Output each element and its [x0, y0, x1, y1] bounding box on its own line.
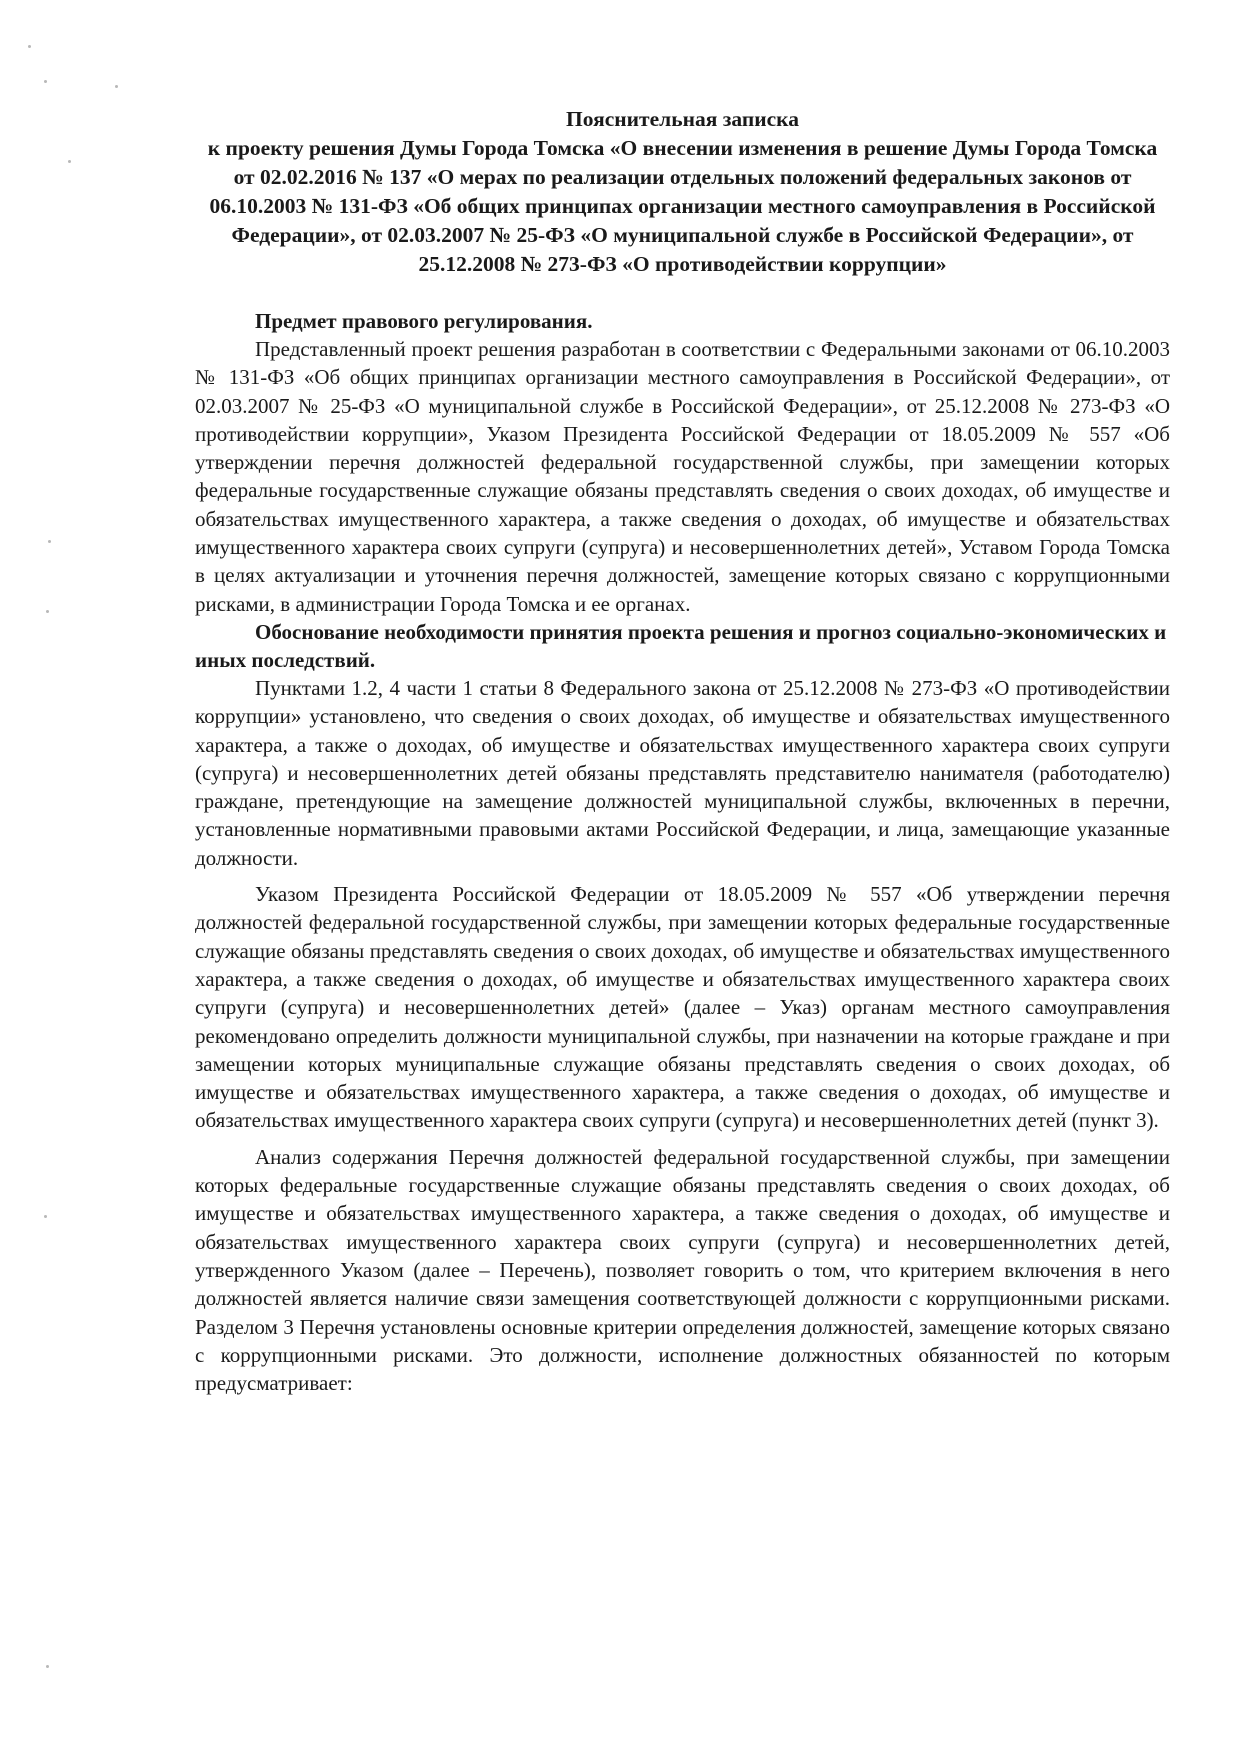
scan-speck: [48, 540, 51, 543]
scan-speck: [28, 45, 31, 48]
scan-speck: [46, 1665, 49, 1668]
scan-speck: [115, 85, 118, 88]
document-subtitle: к проекту решения Думы Города Томска «О внесении изменения в решение Думы Города Томска от 02.02.2016 № 137 «О мерах по реализации отдельных положений федеральных законов от 06.10.2003 № 131-ФЗ «Об общих принципах организации местного самоуправления в Российской Федерации», от 02.03.2007 № 25-ФЗ «О муниципальной службе в Российской Федерации», от 25.12.2008 № 273-ФЗ «О противодействии коррупции»: [207, 136, 1158, 276]
document-page: [195, 105, 1170, 1397]
document-title: Пояснительная записка: [566, 107, 799, 131]
document-title-block: [195, 105, 1170, 279]
scan-speck: [46, 610, 49, 613]
scan-speck: [44, 1215, 47, 1218]
paragraph-justification-1: Пунктами 1.2, 4 части 1 статьи 8 Федерального закона от 25.12.2008 № 273-ФЗ «О противодействии коррупции» установлено, что сведения о своих доходах, об имуществе и обязательствах имущественного характера, а также о доходах, об имуществе и обязательствах имущественного характера своих супруги (супруга) и несовершеннолетних детей обязаны представлять представителю нанимателя (работодателю) граждане, претендующие на замещение должностей муниципальной службы, включенных в перечни, установленные нормативными правовыми актами Российской Федерации, и лица, замещающие указанные должности.: [195, 675, 1170, 870]
scan-speck: [68, 160, 71, 163]
paragraph-justification-3: Анализ содержания Перечня должностей федеральной государственной службы, при замещении которых федеральные государственные служащие обязаны представлять сведения о своих доходах, об имуществе и обязательствах имущественного характера, а также сведения о доходах, об имуществе и обязательствах имущественного характера своих супруги (супруга) и несовершеннолетних детей, утвержденного Указом (далее – Перечень), позволяет говорить о том, что критерием включения в него должностей является наличие связи замещения соответствующей должности с коррупционными рисками. Разделом 3 Перечня установлены основные критерии определения должностей, замещение которых связано с коррупционными рисками. Это должности, исполнение должностных обязанностей по которым предусматривает:: [195, 1144, 1170, 1396]
scan-speck: [44, 80, 47, 83]
paragraph-subject: Представленный проект решения разработан в соответствии с Федеральными законами от 06.10.2003 № 131-ФЗ «Об общих принципах организации местного самоуправления в Российской Федерации», от 02.03.2007 № 25-ФЗ «О муниципальной службе в Российской Федерации», от 25.12.2008 № 273-ФЗ «О противодействии коррупции», Указом Президента Российской Федерации от 18.05.2009 № 557 «Об утверждении перечня должностей федеральной государственной службы, при замещении которых федеральные государственные служащие обязаны представлять сведения о своих доходах, об имуществе и обязательствах имущественного характера, а также сведения о доходах, об имуществе и обязательствах имущественного характера своих супруги (супруга) и несовершеннолетних детей», Уставом Города Томска в целях актуализации и уточнения перечня должностей, замещение которых связано с коррупционными рисками, в администрации Города Томска и ее органах.: [195, 337, 1170, 616]
section-heading-justification: Обоснование необходимости принятия проекта решения и прогноз социально-экономических и иных последствий.: [195, 619, 1167, 672]
paragraph-justification-2: Указом Президента Российской Федерации от 18.05.2009 № 557 «Об утверждении перечня должностей федеральной государственной службы, при замещении которых федеральные государственные служащие обязаны представлять сведения о своих доходах, об имуществе и обязательствах имущественного характера, а также сведения о доходах, об имуществе и обязательствах имущественного характера своих супруги (супруга) и несовершеннолетних детей» (далее – Указ) органам местного самоуправления рекомендовано определить должности муниципальной службы, при назначении на которые граждане и при замещении которых муниципальные служащие обязаны представлять сведения о своих доходах, об имуществе и обязательствах имущественного характера, а также сведения о доходах, об имуществе и обязательствах имущественного характера своих супруги (супруга) и несовершеннолетних детей (пункт 3).: [195, 882, 1170, 1133]
section-heading-subject: Предмет правового регулирования.: [255, 309, 593, 333]
